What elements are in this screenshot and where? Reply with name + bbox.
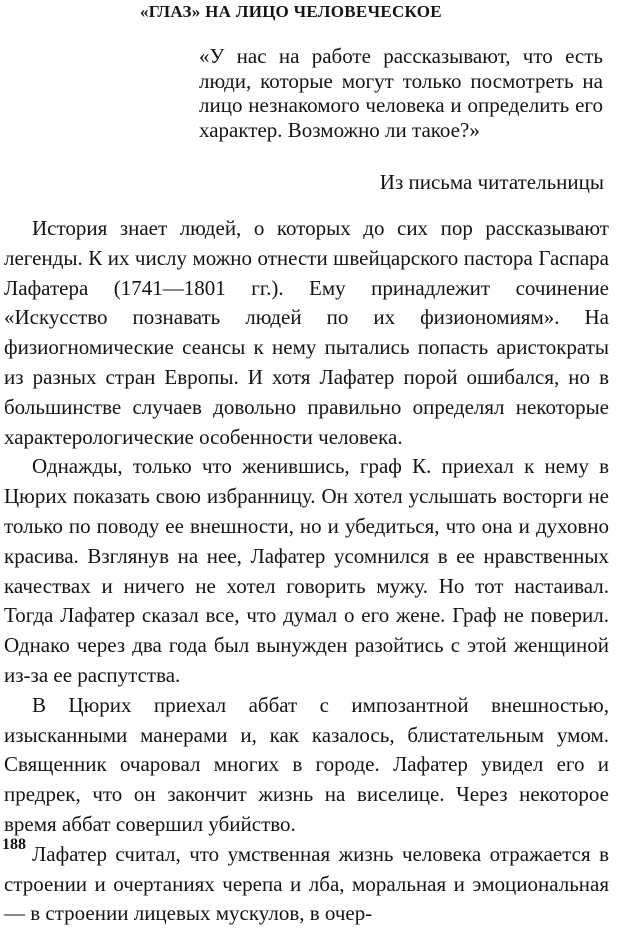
running-head: «ГЛАЗ» НА ЛИЦО ЧЕЛОВЕЧЕСКОЕ bbox=[140, 2, 442, 21]
paragraph-count-story: Однажды, только что женившись, граф К. приехал к нему в Цюрих показать свою избранницу. Он хотел услышать восторги не только по поводу ее внешности, но и убедиться, что она и духовно красива. Взглянув на нее, Лафатер усомнился в ее нравственных качествах и ничего не хотел говорить мужу. Но тот настаивал. Тогда Лафатер сказал все, что думал о его жене. Граф не поверил. Однако через два года был вынужден разойтись с этой женщиной из-за ее распутства. bbox=[4, 454, 609, 687]
epigraph-attribution: Из письма читательницы bbox=[379, 170, 604, 194]
body-text bbox=[4, 214, 609, 929]
paragraph-abbot-story: В Цюрих приехал аббат с импозантной внешностью, изысканными манерами и, как казалось, блистательным умом. Священник очаровал многих в городе. Лафатер увидел его и предрек, что он закончит жизнь на виселице. Через некоторое время аббат совершил убийство. bbox=[4, 692, 609, 836]
epigraph-quote: «У нас на работе рассказывают, что есть люди, которые могут только посмотреть на лицо незнакомого человека и определить его характер. Возможно ли такое?» bbox=[199, 44, 603, 142]
paragraph-lavater-intro: История знает людей, о которых до сих пор рассказывают легенды. К их числу можно отнести швейцарского пастора Гаспара Лафатера (1741—1801 гг.). Ему принадлежит сочинение «Искусство познавать людей по их физиономиям». На физиогномические сеансы к нему пытались попасть аристократы из разных стран Европы. И хотя Лафатер порой ошибался, но в большинстве случаев довольно правильно определял некоторые характерологические особенности человека. bbox=[4, 216, 609, 449]
page-number: 188 bbox=[2, 836, 26, 853]
paragraph-lavater-theory: Лафатер считал, что умственная жизнь человека отражается в строении и очертаниях черепа и лба, моральная и эмоциональная — в строении лицевых мускулов, в очер- bbox=[4, 841, 609, 926]
